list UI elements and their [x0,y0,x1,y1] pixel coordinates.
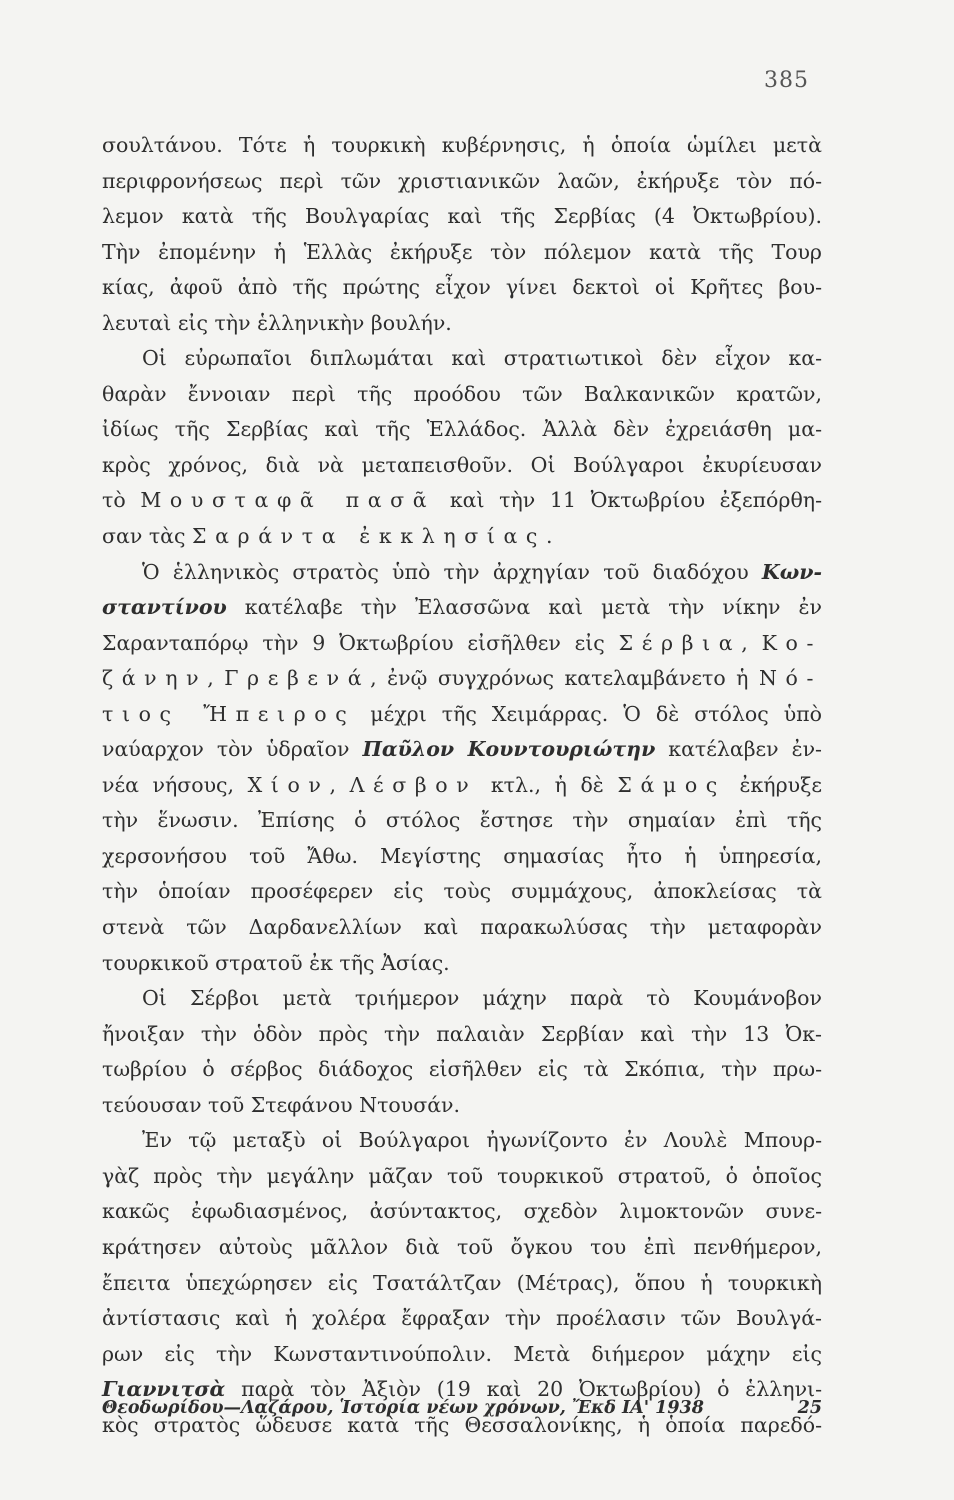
spaced-place-name: Σαράντα ἐκκλησίας [192,524,547,549]
text-line [102,1230,822,1266]
text-segment: νέα νήσους, [102,772,248,797]
text-line [102,1337,822,1373]
text-segment: Τὴν ἐπομένην ἡ Ἑλλὰς ἐκήρυξε τὸν πόλεμον κατὰ τῆς Τουρ [102,239,822,264]
text-segment: μέχρι τῆς Χειμάρρας. Ὁ δὲ στόλος ὑπὸ [355,701,822,726]
page-number: 385 [764,68,809,93]
text-segment: σαν τὰς [102,524,192,549]
text-segment: Σαρανταπόρῳ τὴν 9 Ὀκτωβρίου εἰσῆλθεν εἰς [102,630,619,655]
spaced-place-name: Λέσβον [349,772,478,797]
text-line [102,1266,822,1302]
text-segment: σουλτάνου. Τότε ἡ τουρκικὴ κυβέρνησις, ἡ ὁποία ὡμίλει μετὰ [102,133,822,157]
bold-italic-name: Γιαννιτσὰ [102,1377,226,1402]
text-segment: ἔπειτα ὑπεχώρησεν εἰς Τσατάλτζαν (Μέτρας), ὅπου ἡ τουρκικὴ [102,1270,822,1295]
text-line [102,1159,822,1195]
text-segment: ἰδίως τῆς Σερβίας καὶ τῆς Ἑλλάδος. Ἀλλὰ δὲν ἐχρειάσθη μα- [102,417,822,442]
spaced-place-name: Μουσταφᾶ πασᾶ [140,488,436,513]
text-line [102,448,822,484]
spaced-place-name: Σέρβια [618,630,742,655]
text-line [102,946,822,982]
text-segment: χερσονήσου τοῦ Ἄθω. Μεγίστης σημασίας ἦτο ἡ ὑπηρεσία, [102,843,822,868]
text-line [102,1088,822,1124]
text-segment: ἐκήρυξε [725,772,822,797]
text-segment: λεμον κατὰ τῆς Βουλγαρίας καὶ τῆς Σερβίας (4 Ὀκτωβρίου). [102,204,822,229]
text-segment: παρὰ τὸν Ἀξιὸν (19 καὶ 20 Ὀκτωβρίου) ὁ ἑλληνι- [225,1377,822,1402]
spaced-place-name: Χίον [247,772,330,797]
text-segment: ναύαρχον τὸν ὑδραῖον [102,737,363,762]
text-segment: τὸ [102,488,141,513]
text-line [102,128,822,164]
text-line [102,803,822,839]
text-segment: περιφρονήσεως περὶ τῶν χριστιανικῶν λαῶν, ἐκήρυξε τὸν πό- [102,168,822,193]
text-segment: ἀντίστασις καὶ ἡ χολέρα ἔφραξαν τὴν προέλασιν τῶν Βουλγά- [102,1306,822,1331]
text-segment: κίας, ἀφοῦ ἀπὸ τῆς πρώτης εἶχον γίνει δεκτοὶ οἱ Κρῆτες βου- [102,275,822,300]
text-segment: τὴν ἕνωσιν. Ἐπίσης ὁ στόλος ἔστησε τὴν σημαίαν ἐπὶ τῆς [102,808,822,833]
text-line [102,483,822,519]
text-line [102,555,822,591]
spaced-place-name: Νό- [758,666,822,691]
bold-italic-name: Κων- [761,559,822,584]
text-line [102,874,822,910]
text-line [102,235,822,271]
text-segment: ρων εἰς τὴν Κωνσταντινούπολιν. Μετὰ διήμερον μάχην εἰς [102,1341,822,1366]
text-segment: . [546,524,553,549]
spaced-place-name: Κο- [761,630,822,655]
text-segment: κὸς στρατὸς ὥδευσε κατὰ τῆς Θεσσαλονίκης, ἡ ὁποία παρεδό- [102,1412,822,1437]
text-segment: Ἐν τῷ μεταξὺ οἱ Βούλγαροι ἠγωνίζοντο ἐν Λουλὲ Μπουρ- [142,1128,822,1153]
text-line [102,1301,822,1337]
footer-citation: Θεοδωρίδου—Λαζάρου, Ἱστορία νέων χρόνων, Ἔκδ ΙΑ' 1938 [102,1398,704,1418]
text-segment: Οἱ Σέρβοι μετὰ τριήμερον μάχην παρὰ τὸ Κουμάνοβον [142,986,822,1011]
text-segment: ἤνοιξαν τὴν ὁδὸν πρὸς τὴν παλαιὰν Σερβίαν καὶ τὴν 13 Ὀκ- [102,1021,822,1046]
text-line [102,697,822,733]
text-segment: τωβρίου ὁ σέρβος διάδοχος εἰσῆλθεν εἰς τὰ Σκόπια, τὴν πρω- [102,1057,822,1082]
text-line [102,1123,822,1159]
text-segment: κτλ., ἡ δὲ [477,772,618,797]
text-line [102,839,822,875]
text-line [102,270,822,306]
spaced-place-name: Γρεβενά [224,666,371,691]
text-segment: , ἐνῷ συγχρόνως κατελαμβάνετο ἡ [370,666,759,691]
text-segment: , [329,772,350,797]
text-line [102,590,822,626]
text-segment: τὴν ὁποίαν προσέφερεν εἰς τοὺς συμμάχους, ἀποκλείσας τὰ [102,879,822,904]
text-segment: , [207,666,225,691]
text-line [102,199,822,235]
text-line [102,164,822,200]
text-segment: κακῶς ἐφωδιασμένος, ἀσύντακτος, σχεδὸν λιμοκτονῶν συνε- [102,1199,822,1224]
text-segment: θαρὰν ἔννοιαν περὶ τῆς προόδου τῶν Βαλκανικῶν κρατῶν, [102,381,822,406]
text-line [102,341,822,377]
text-line [102,768,822,804]
text-segment: κρὸς χρόνος, διὰ νὰ μεταπεισθοῦν. Οἱ Βούλγαροι ἐκυρίευσαν [102,452,822,477]
text-line [102,1052,822,1088]
text-line [102,1194,822,1230]
text-line [102,661,822,697]
text-line [102,412,822,448]
text-segment: τεύουσαν τοῦ Στεφάνου Ντουσάν. [102,1092,461,1117]
spaced-place-name: Σάμος [617,772,726,797]
text-line [102,981,822,1017]
bold-italic-name: σταντίνου [102,595,227,620]
text-segment: , [741,630,762,655]
text-segment: κράτησεν αὐτοὺς μᾶλλον διὰ τοῦ ὄγκου του ἐπὶ πενθήμερον, [102,1234,822,1259]
text-segment: Οἱ εὐρωπαῖοι διπλωμάται καὶ στρατιωτικοὶ δὲν εἶχον κα- [142,346,822,371]
text-segment: στενὰ τῶν Δαρδανελλίων καὶ παρακωλύσας τὴν μεταφορὰν [102,915,822,940]
text-segment: τουρκικοῦ στρατοῦ ἐκ τῆς Ἀσίας. [102,950,450,975]
spaced-place-name: τιος Ἤπειρος [102,701,356,726]
text-line [102,626,822,662]
text-line [102,377,822,413]
body-text [102,128,822,1443]
text-line [102,732,822,768]
text-line [102,1017,822,1053]
text-segment: λευταὶ εἰς τὴν ἑλληνικὴν βουλήν. [102,310,452,335]
text-segment: καὶ τὴν 11 Ὀκτωβρίου ἐξεπόρθη- [435,488,822,513]
text-segment: κατέλαβε τὴν Ἐλασσῶνα καὶ μετὰ τὴν νίκην ἐν [226,595,822,620]
text-segment: κατέλαβεν ἐν- [655,737,822,762]
text-line [102,519,822,555]
spaced-place-name: ζάνην [102,666,208,691]
page-footer [102,1398,822,1418]
text-segment: γὰζ πρὸς τὴν μεγάλην μᾶζαν τοῦ τουρκικοῦ στρατοῦ, ὁ ὁποῖος [102,1163,822,1188]
footer-signature-number: 25 [797,1398,822,1418]
text-line [102,910,822,946]
text-segment: Ὁ ἑλληνικὸς στρατὸς ὑπὸ τὴν ἀρχηγίαν τοῦ διαδόχου [142,559,762,584]
bold-italic-name: Παῦλον Κουντουριώτην [362,737,656,762]
text-line [102,306,822,342]
